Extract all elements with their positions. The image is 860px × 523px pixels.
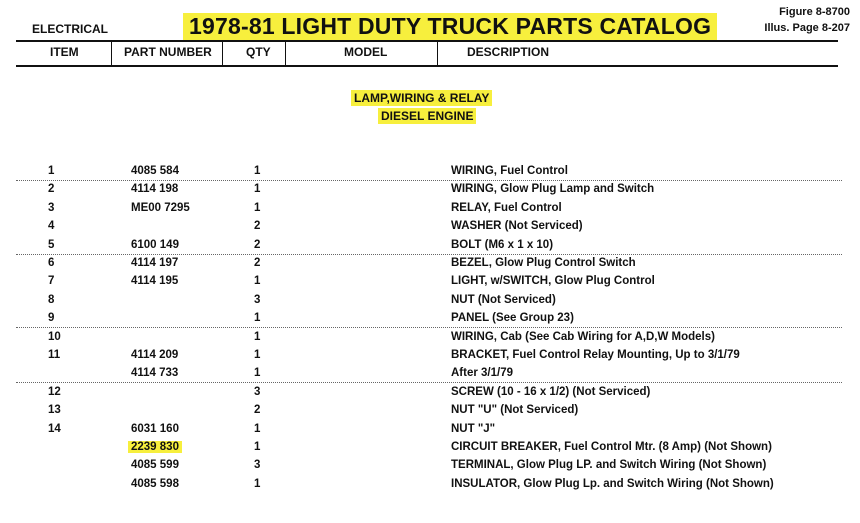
- column-header-model: MODEL: [344, 45, 388, 59]
- description: BOLT (M6 x 1 x 10): [451, 238, 554, 251]
- table-row: [0, 439, 860, 457]
- section-label: ELECTRICAL: [32, 22, 108, 36]
- quantity: 1: [254, 183, 261, 196]
- item-number: 9: [48, 312, 55, 325]
- table-row: [0, 421, 860, 439]
- column-divider: [111, 40, 112, 66]
- column-divider: [437, 40, 438, 66]
- table-row: [0, 329, 860, 347]
- part-number: 4085 599: [131, 459, 179, 472]
- item-number: 7: [48, 275, 55, 288]
- quantity: 1: [254, 201, 261, 214]
- part-number: 4085 598: [131, 477, 179, 490]
- quantity: 1: [254, 312, 261, 325]
- table-row: [0, 255, 860, 273]
- quantity: 3: [254, 459, 261, 472]
- quantity: 1: [254, 165, 261, 177]
- quantity: 1: [254, 441, 261, 453]
- description: TERMINAL, Glow Plug LP. and Switch Wiring (Not Shown): [451, 459, 767, 472]
- description: NUT (Not Serviced): [451, 293, 556, 306]
- table-row: [0, 402, 860, 420]
- figure-reference: [764, 4, 850, 36]
- description: BEZEL, Glow Plug Control Switch: [451, 257, 636, 269]
- item-number: 3: [48, 201, 55, 214]
- quantity: 1: [254, 422, 261, 435]
- part-number: 4114 198: [131, 183, 179, 196]
- table-row: [0, 163, 860, 181]
- quantity: 1: [254, 367, 261, 380]
- table-row: [0, 181, 860, 199]
- table-row: [0, 476, 860, 494]
- part-number: 4114 195: [131, 275, 179, 288]
- column-divider: [285, 40, 286, 66]
- description: CIRCUIT BREAKER, Fuel Control Mtr. (8 Amp) (Not Shown): [451, 441, 772, 453]
- part-number: 6100 149: [131, 238, 179, 251]
- table-row: [0, 292, 860, 310]
- column-header-description: DESCRIPTION: [467, 45, 550, 59]
- quantity: 2: [254, 257, 261, 269]
- table-row: [0, 218, 860, 236]
- item-number: 13: [48, 404, 61, 417]
- part-number: 4114 733: [131, 367, 179, 380]
- column-header-part-number: PART NUMBER: [124, 45, 212, 59]
- header-top-rule: [16, 40, 838, 42]
- subtitle-line1: LAMP,WIRING & RELAY: [351, 90, 492, 106]
- quantity: 3: [254, 293, 261, 306]
- description: INSULATOR, Glow Plug Lp. and Switch Wiring (Not Shown): [451, 477, 774, 490]
- quantity: 1: [254, 330, 261, 343]
- description: SCREW (10 - 16 x 1/2) (Not Serviced): [451, 385, 651, 398]
- catalog-title: 1978-81 LIGHT DUTY TRUCK PARTS CATALOG: [183, 13, 717, 40]
- quantity: 2: [254, 238, 261, 251]
- quantity: 1: [254, 349, 261, 361]
- description: LIGHT, w/SWITCH, Glow Plug Control: [451, 275, 655, 288]
- column-header-qty: QTY: [246, 45, 271, 59]
- item-number: 5: [48, 238, 55, 251]
- description: After 3/1/79: [451, 367, 514, 380]
- item-number: 6: [48, 257, 55, 269]
- item-number: 10: [48, 330, 61, 343]
- table-row: [0, 365, 860, 383]
- part-number: 4114 209: [131, 349, 179, 361]
- column-divider: [222, 40, 223, 66]
- description: WASHER (Not Serviced): [451, 220, 583, 233]
- item-number: 12: [48, 385, 61, 398]
- part-number: ME00 7295: [131, 201, 190, 214]
- description: NUT "J": [451, 422, 496, 435]
- description: WIRING, Cab (See Cab Wiring for A,D,W Models): [451, 330, 715, 343]
- table-row: [0, 384, 860, 402]
- part-number: 4085 584: [131, 165, 179, 177]
- description: WIRING, Glow Plug Lamp and Switch: [451, 183, 655, 196]
- item-number: 1: [48, 165, 55, 177]
- illus-page: Illus. Page 8-207: [764, 22, 850, 34]
- description: PANEL (See Group 23): [451, 312, 574, 325]
- figure-number: Figure 8-8700: [779, 6, 850, 18]
- quantity: 2: [254, 404, 261, 417]
- item-number: 11: [48, 349, 61, 361]
- description: RELAY, Fuel Control: [451, 201, 562, 214]
- part-number: 2239 830: [128, 441, 182, 453]
- table-row: [0, 273, 860, 291]
- item-number: 14: [48, 422, 61, 435]
- quantity: 2: [254, 220, 261, 233]
- table-row: [0, 347, 860, 365]
- part-number: 6031 160: [131, 422, 179, 435]
- table-row: [0, 310, 860, 328]
- item-number: 4: [48, 220, 55, 233]
- description: NUT "U" (Not Serviced): [451, 404, 579, 417]
- description: WIRING, Fuel Control: [451, 165, 568, 177]
- table-row: [0, 237, 860, 255]
- column-header-item: ITEM: [50, 45, 79, 59]
- quantity: 1: [254, 275, 261, 288]
- quantity: 3: [254, 385, 261, 398]
- table-row: [0, 200, 860, 218]
- subtitle-line2: DIESEL ENGINE: [378, 108, 476, 124]
- part-number: 4114 197: [131, 257, 179, 269]
- header-bottom-rule: [16, 65, 838, 67]
- description: BRACKET, Fuel Control Relay Mounting, Up to 3/1/79: [451, 349, 740, 361]
- quantity: 1: [254, 477, 261, 490]
- item-number: 8: [48, 293, 55, 306]
- item-number: 2: [48, 183, 55, 196]
- table-row: [0, 457, 860, 475]
